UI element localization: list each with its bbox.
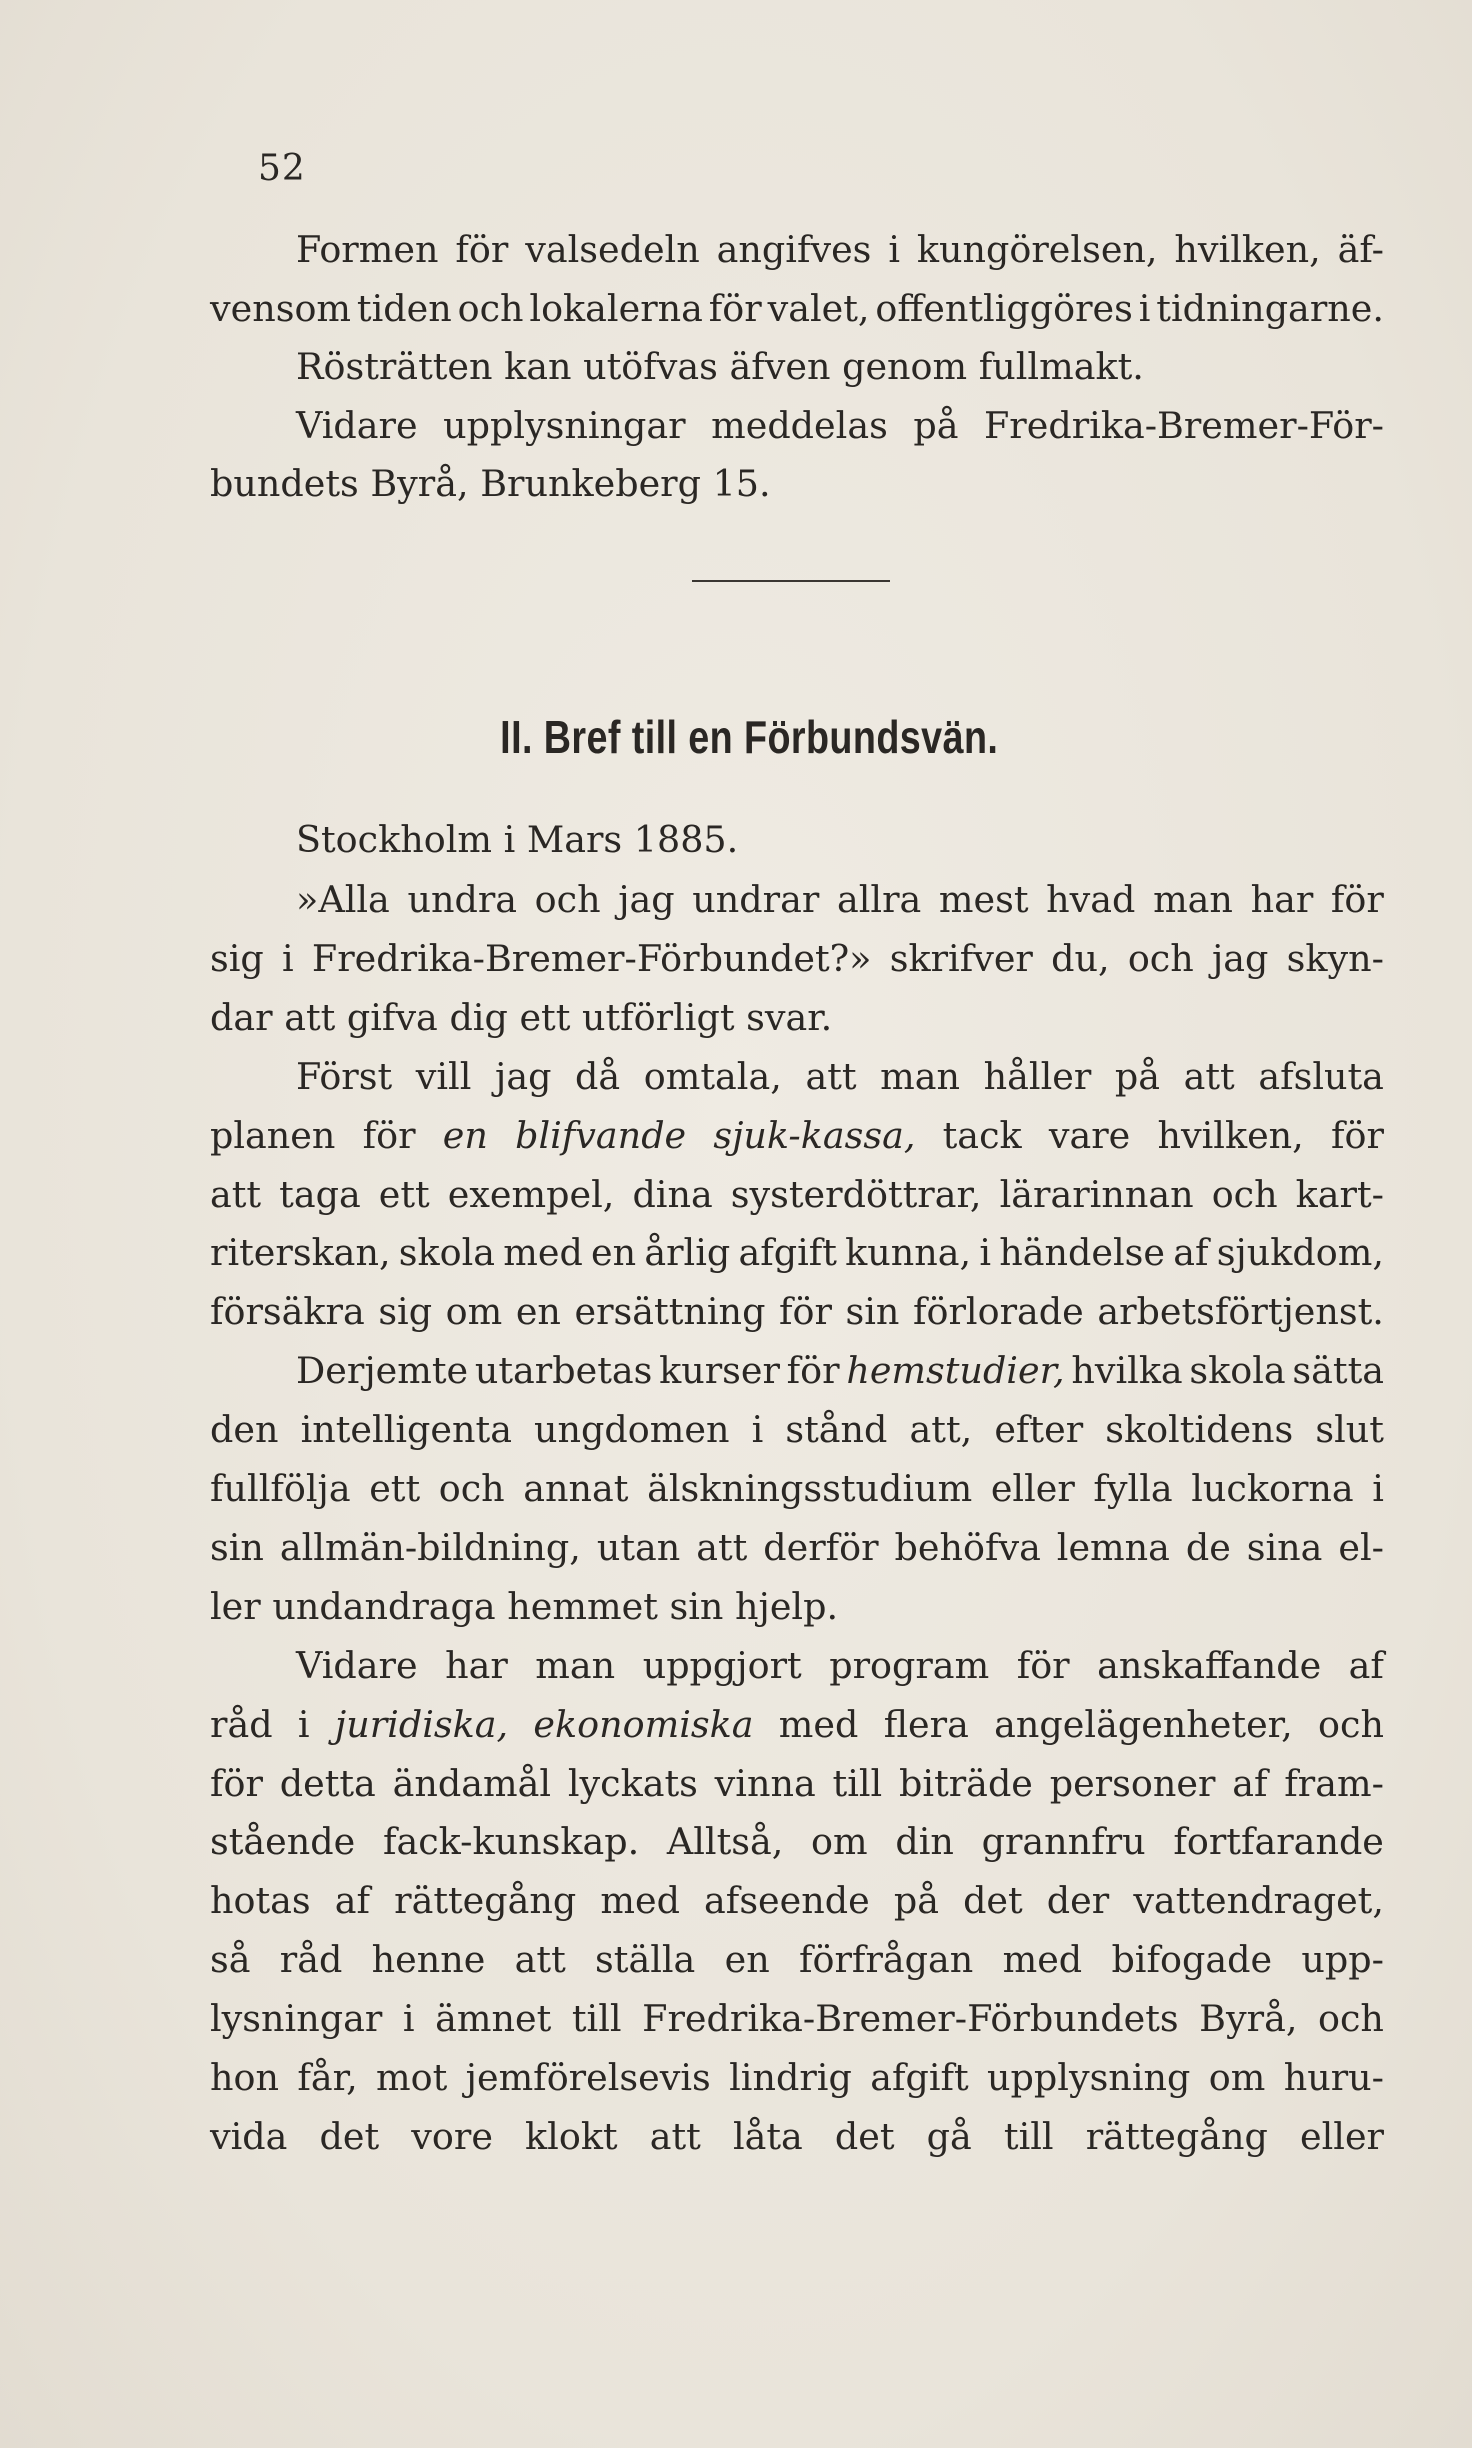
section-heading: II. Bref till en Förbundsvän. <box>500 711 999 763</box>
text-line: Först vill jag då omtala, att man håller på att afsluta <box>296 1054 1384 1098</box>
text-line: Vidare har man uppgjort program för anskaffande af <box>296 1643 1384 1687</box>
text-line: Formen för valsedeln angifves i kungörelsen, hvilken, äf- <box>296 228 1384 271</box>
page-number: 52 <box>258 148 306 189</box>
text-line: för detta ändamål lyckats vinna till biträde personer af fram- <box>210 1761 1384 1805</box>
text-line: Rösträtten kan utöfvas äfven genom fullmakt. <box>296 345 1144 388</box>
text-line: hotas af rättegång med afseende på det der vattendraget, <box>210 1879 1384 1923</box>
text-line: råd i juridiska, ekonomiska med flera angelägenheter, och <box>210 1702 1384 1746</box>
text-line: bundets Byrå, Brunkeberg 15. <box>210 462 771 505</box>
text-line: Derjemte utarbetas kurser för hemstudier, hvilka skola sätta <box>296 1349 1384 1393</box>
text-line: sig i Fredrika-Bremer-Förbundet?» skrifver du, och jag skyn- <box>210 936 1384 980</box>
text-line: lysningar i ämnet till Fredrika-Bremer-Förbundets Byrå, och <box>210 1997 1384 2041</box>
text-line: riterskan, skola med en årlig afgift kunna, i händelse af sjukdom, <box>210 1231 1384 1275</box>
text-line: att taga ett exempel, dina systerdöttrar, lärarinnan och kart- <box>210 1172 1384 1216</box>
text-line: sin allmän-bildning, utan att derför behöfva lemna de sina el- <box>210 1525 1384 1569</box>
text-line: ler undandraga hemmet sin hjelp. <box>210 1584 839 1628</box>
text-line: stående fack-kunskap. Alltså, om din grannfru fortfarande <box>210 1820 1384 1864</box>
text-line: så råd henne att ställa en förfrågan med bifogade upp- <box>210 1938 1384 1982</box>
letter-place-date: Stockholm i Mars 1885. <box>296 818 739 861</box>
text-line: Vidare upplysningar meddelas på Fredrika-Bremer-För- <box>296 403 1384 447</box>
text-line: hon får, mot jemförelsevis lindrig afgift upplysning om huru- <box>210 2056 1384 2099</box>
text-line: »Alla undra och jag undrar allra mest hvad man har för <box>296 878 1384 921</box>
text-line: försäkra sig om en ersättning för sin förlorade arbetsförtjenst. <box>210 1290 1384 1334</box>
text-line: vensom tiden och lokalerna för valet, offentliggöres i tidningarne. <box>210 286 1384 330</box>
text-line: planen för en blifvande sjuk-kassa, tack vare hvilken, för <box>210 1113 1384 1157</box>
text-line: vida det vore klokt att låta det gå till rättegång eller <box>210 2114 1384 2158</box>
text-line: dar att gifva dig ett utförligt svar. <box>210 995 833 1039</box>
text-line: fullfölja ett och annat älskningsstudium eller fylla luckorna i <box>210 1467 1384 1510</box>
text-line: den intelligenta ungdomen i stånd att, efter skoltidens slut <box>210 1408 1384 1452</box>
section-divider <box>692 580 890 582</box>
